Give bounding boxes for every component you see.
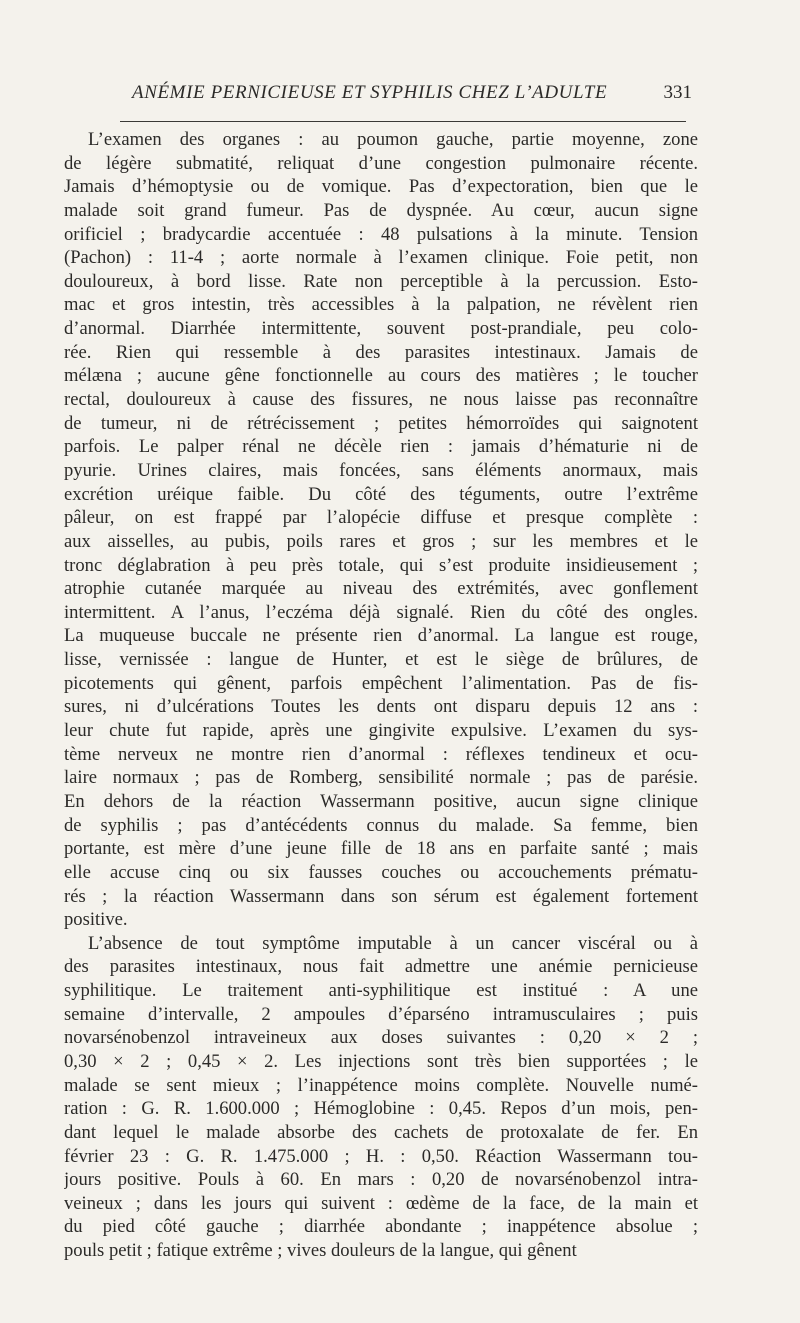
text-line: rectal, douloureux à cause des fissures, ne nous laisse pas reconnaître — [64, 389, 698, 411]
text-line: tème nerveux ne montre rien d’anormal : réflexes tendineux et ocu- — [64, 743, 698, 765]
text-line: excrétion uréique faible. Du côté des téguments, outre l’extrême — [64, 483, 698, 505]
text-line: rés ; la réaction Wassermann dans son sérum est également fortement — [64, 885, 698, 907]
body-text — [64, 128, 698, 1263]
paragraph — [64, 128, 698, 932]
text-line: jours positive. Pouls à 60. En mars : 0,20 de novarsénobenzol intra- — [64, 1169, 698, 1191]
paragraph — [64, 932, 698, 1263]
text-line: orificiel ; bradycardie accentuée : 48 pulsations à la minute. Tension — [64, 223, 698, 245]
text-line: 0,30 × 2 ; 0,45 × 2. Les injections sont très bien supportées ; le — [64, 1050, 698, 1072]
text-line: picotements qui gênent, parfois empêchent l’alimentation. Pas de fis- — [64, 672, 698, 694]
text-line: positive. — [64, 909, 128, 931]
text-line: pyurie. Urines claires, mais foncées, sans éléments anormaux, mais — [64, 459, 698, 481]
text-line: pouls petit ; fatique extrême ; vives douleurs de la langue, qui gênent — [64, 1240, 577, 1262]
text-line: sures, ni d’ulcérations Toutes les dents ont disparu depuis 12 ans : — [64, 696, 698, 718]
text-line: rée. Rien qui ressemble à des parasites intestinaux. Jamais de — [64, 341, 698, 363]
text-line: En dehors de la réaction Wassermann positive, aucun signe clinique — [64, 790, 698, 812]
text-line: des parasites intestinaux, nous fait admettre une anémie pernicieuse — [64, 956, 698, 978]
text-line: L’examen des organes : au poumon gauche, partie moyenne, zone — [88, 129, 698, 150]
running-head — [120, 82, 692, 110]
text-line: d’anormal. Diarrhée intermittente, souvent post-prandiale, peu colo- — [64, 318, 698, 340]
text-line: parfois. Le palper rénal ne décèle rien : jamais d’hématurie ni de — [64, 436, 698, 458]
text-line: novarsénobenzol intraveineux aux doses suivantes : 0,20 × 2 ; — [64, 1027, 698, 1049]
text-line: La muqueuse buccale ne présente rien d’anormal. La langue est rouge, — [64, 625, 698, 647]
text-line: ration : G. R. 1.600.000 ; Hémoglobine : 0,45. Repos d’un mois, pen- — [64, 1098, 698, 1120]
text-line: elle accuse cinq ou six fausses couches ou accouchements prématu- — [64, 861, 698, 883]
text-line: de légère submatité, reliquat d’une congestion pulmonaire récente. — [64, 152, 698, 174]
text-line: pâleur, on est frappé par l’alopécie diffuse et presque complète : — [64, 507, 698, 529]
text-line: syphilitique. Le traitement anti-syphilitique est institué : A une — [64, 980, 698, 1002]
text-line: malade soit grand fumeur. Pas de dyspnée. Au cœur, aucun signe — [64, 199, 698, 221]
text-line: douloureux, à bord lisse. Rate non perceptible à la percussion. Esto- — [64, 270, 698, 292]
text-line: dant lequel le malade absorbe des cachets de protoxalate de fer. En — [64, 1121, 698, 1143]
text-line: veineux ; dans les jours qui suivent : œdème de la face, de la main et — [64, 1192, 698, 1214]
text-line: semaine d’intervalle, 2 ampoules d’éparséno intramusculaires ; puis — [64, 1003, 698, 1025]
header-rule — [120, 121, 686, 122]
text-line: L’absence de tout symptôme imputable à un cancer viscéral ou à — [88, 932, 698, 954]
text-line: Jamais d’hémoptysie ou de vomique. Pas d’expectoration, bien que le — [64, 176, 698, 198]
text-line: de syphilis ; pas d’antécédents connus du malade. Sa femme, bien — [64, 814, 698, 836]
text-line: février 23 : G. R. 1.475.000 ; H. : 0,50. Réaction Wassermann tou- — [64, 1145, 698, 1167]
text-line: de tumeur, ni de rétrécissement ; petites hémorroïdes qui saignotent — [64, 412, 698, 434]
text-line: portante, est mère d’une jeune fille de 18 ans en parfaite santé ; mais — [64, 838, 698, 860]
text-line: malade se sent mieux ; l’inappétence moins complète. Nouvelle numé- — [64, 1074, 698, 1096]
text-line: mélæna ; aucune gêne fonctionnelle au cours des matières ; le toucher — [64, 365, 698, 387]
text-line: aux aisselles, au pubis, poils rares et gros ; sur les membres et le — [64, 530, 698, 552]
page-number: 331 — [663, 82, 692, 103]
text-line: laire normaux ; pas de Romberg, sensibilité normale ; pas de parésie. — [64, 767, 698, 789]
text-line: intermittent. A l’anus, l’eczéma déjà signalé. Rien du côté des ongles. — [64, 601, 698, 623]
text-line: leur chute fut rapide, après une gingivite expulsive. L’examen du sys- — [64, 720, 698, 742]
text-line: lisse, vernissée : langue de Hunter, et est le siège de brûlures, de — [64, 649, 698, 671]
text-line: du pied côté gauche ; diarrhée abondante ; inappétence absolue ; — [64, 1216, 698, 1238]
text-line: mac et gros intestin, très accessibles à la palpation, ne révèlent rien — [64, 294, 698, 316]
text-line: (Pachon) : 11-4 ; aorte normale à l’examen clinique. Foie petit, non — [64, 247, 698, 269]
text-line: atrophie cutanée marquée au niveau des extrémités, avec gonflement — [64, 578, 698, 600]
running-title: ANÉMIE PERNICIEUSE ET SYPHILIS CHEZ L’ADULTE — [132, 82, 608, 103]
text-line: tronc déglabration à peu près totale, qui s’est produite insidieusement ; — [64, 554, 698, 576]
